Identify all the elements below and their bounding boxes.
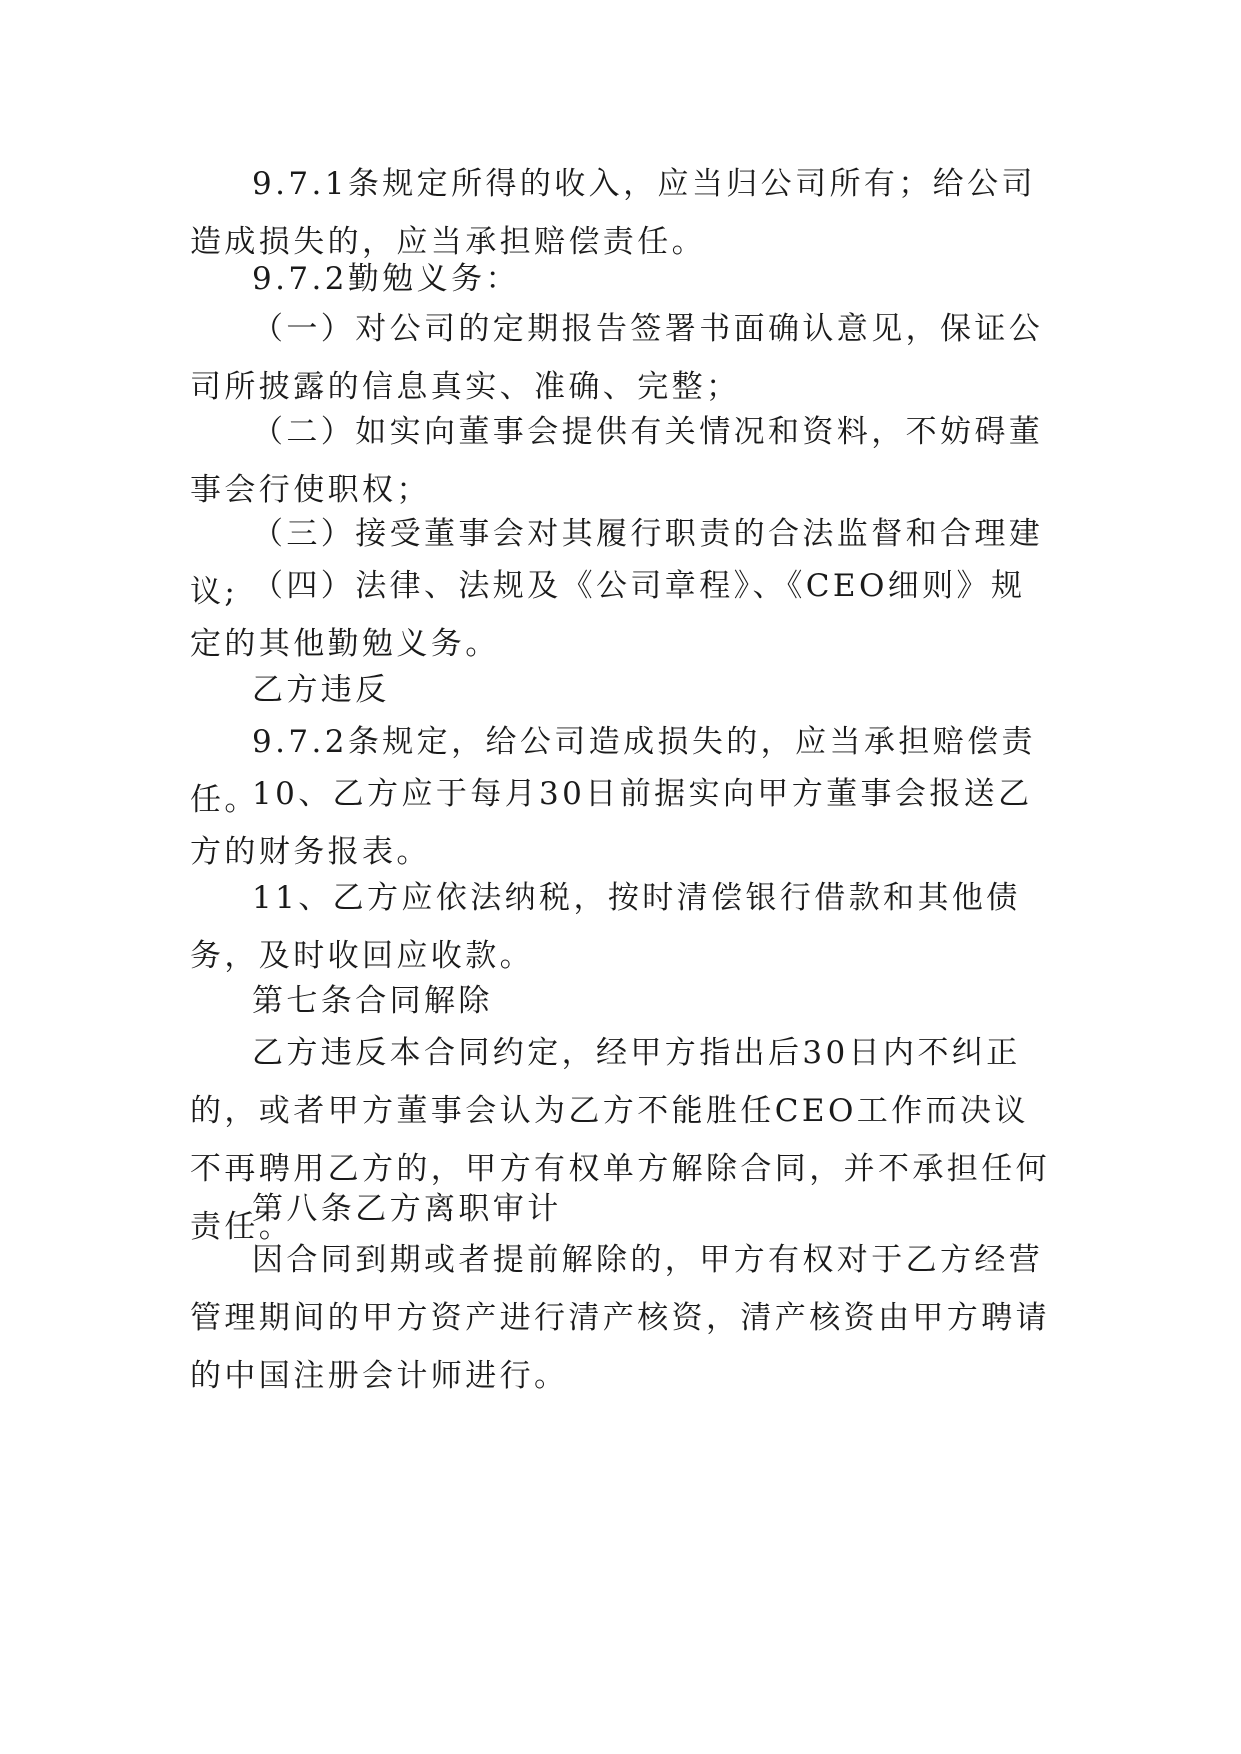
paragraph-diligence-duty-heading: 9.7.2勤勉义务：: [252, 261, 520, 297]
paragraph-clause-10: 10、乙方应于每月30日前据实向甲方董事会报送乙方的财务报表。: [190, 776, 1033, 870]
paragraph-contract-termination: 乙方违反本合同约定，经甲方指出后30日内不纠正的，或者甲方董事会认为乙方不能胜任CEO工作而决议不再聘用乙方的，甲方有权单方解除合同，并不承担任何责任。: [190, 1035, 1050, 1245]
paragraph-party-b-violation: 乙方违反: [252, 672, 390, 708]
paragraph-clause-11: 11、乙方应依法纳税，按时清偿银行借款和其他债务，及时收回应收款。: [190, 880, 1021, 974]
section-heading-article-8: 第八条乙方离职审计: [252, 1191, 562, 1227]
paragraph-item-three: （三）接受董事会对其履行职责的合法监督和合理建议;: [190, 516, 1044, 610]
paragraph-9-7-2-liability: 9.7.2条规定，给公司造成损失的，应当承担赔偿责任。: [190, 724, 1036, 818]
paragraph-departure-audit: 因合同到期或者提前解除的，甲方有权对于乙方经营管理期间的甲方资产进行清产核资，清产核资由甲方聘请的中国注册会计师进行。: [190, 1242, 1050, 1394]
paragraph-item-two: （二）如实向董事会提供有关情况和资料，不妨碍董事会行使职权；: [190, 414, 1044, 508]
paragraph-item-four: （四）法律、法规及《公司章程》、《CEO细则》规定的其他勤勉义务。: [190, 568, 1026, 662]
section-heading-article-7: 第七条合同解除: [252, 983, 493, 1019]
paragraph-9-7-1-clause: 9.7.1条规定所得的收入，应当归公司所有；给公司造成损失的，应当承担赔偿责任。: [190, 166, 1036, 260]
paragraph-item-one: （一）对公司的定期报告签署书面确认意见，保证公司所披露的信息真实、准确、完整；: [190, 311, 1044, 405]
